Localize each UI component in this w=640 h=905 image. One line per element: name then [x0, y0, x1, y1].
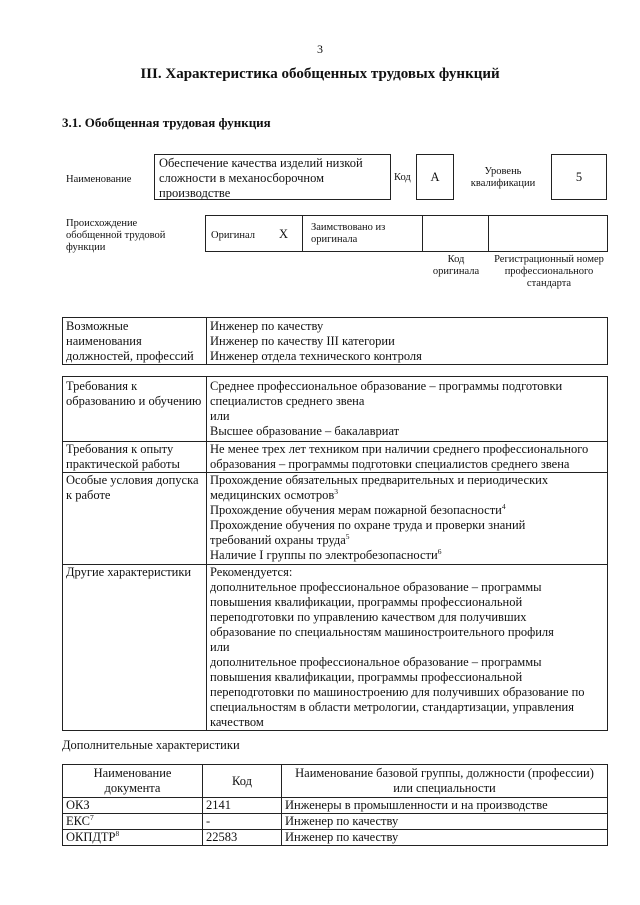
gtf-code-box [416, 154, 454, 200]
gtf-level-label: Уровень квалификации [470, 166, 536, 189]
code-cell: - [203, 814, 282, 830]
other-line: повышения квалификации, программы профессиональной [210, 595, 523, 609]
gtf-code-label: Код [394, 172, 411, 183]
doc-cell: ЕКС$^7$ [63, 814, 203, 830]
header-name: Наименование базовой группы, должности (профессии) или специальности [282, 765, 608, 798]
other-line: дополнительное профессиональное образование – программы [210, 655, 542, 669]
origin-borrowed-label: Заимствовано из оригинала [311, 222, 386, 245]
gtf-name-label: Наименование [66, 174, 132, 185]
name-cell: Инженер по качеству [282, 814, 608, 830]
position-item: Инженер по качеству [210, 319, 324, 333]
footnote-ref: 7 [90, 812, 94, 822]
other-line: специальностям в области метрологии, стандартизации, управления [210, 700, 574, 714]
origin-original-label: Оригинал [211, 230, 255, 241]
origin-label: Происхождение обобщенной трудовой функции [66, 218, 166, 253]
conditions-label: Особые условия допуска к работе [63, 473, 207, 565]
other-line: повышения квалификации, программы профессиональной [210, 670, 523, 684]
footnote-ref: 8 [115, 828, 120, 838]
header-doc: Наименование документа [63, 765, 203, 798]
other-line: качеством [210, 715, 264, 729]
position-item: Инженер по качеству III категории [210, 334, 395, 348]
footnote-ref: 3 [334, 486, 338, 496]
conditions-values [207, 473, 608, 565]
other-line: переподготовки по машиностроению для получивших образование по [210, 685, 585, 699]
table-row [63, 798, 608, 814]
origin-original-mark: X [279, 227, 289, 241]
subsection-title: 3.1. Обобщенная трудовая функция [62, 115, 271, 130]
footnote-ref: 5 [345, 531, 350, 541]
table-row [63, 830, 608, 846]
origin-code-original-label: Код оригинала [432, 254, 480, 277]
table-row [63, 565, 608, 731]
table-row [63, 442, 608, 473]
condition-line: Наличие I группы по электробезопасности$^6$ [210, 546, 442, 562]
positions-label-line: Возможные [66, 319, 129, 333]
condition-line: медицинских осмотров$^3$ [210, 486, 338, 502]
table-row [63, 765, 608, 798]
section-title: III. Характеристика обобщенных трудовых функций [140, 66, 500, 82]
name-cell: Инженер по качеству [282, 830, 608, 846]
other-line: Рекомендуется: [210, 565, 293, 579]
other-line: дополнительное профессиональное образование – программы [210, 580, 542, 594]
experience-line: Не менее трех лет техником при наличии среднего профессионального [210, 442, 589, 456]
education-line: Среднее профессиональное образование – программы подготовки [210, 379, 563, 393]
other-line: или [210, 640, 230, 654]
education-line: Высшее образование – бакалавриат [210, 424, 400, 438]
gtf-name-value: Обеспечение качества изделий низкой сложности в механосборочном производстве [159, 156, 363, 200]
positions-values-cell [207, 318, 608, 365]
header-code: Код [203, 765, 282, 798]
experience-values [207, 442, 608, 473]
condition-line: Прохождение обучения по охране труда и проверки знаний [210, 518, 526, 532]
name-cell: Инженеры в промышленности и на производстве [282, 798, 608, 814]
education-line: или [210, 409, 230, 423]
origin-divider-2 [422, 215, 423, 252]
condition-line: Прохождение обучения мерам пожарной безопасности$^4$ [210, 501, 506, 517]
code-cell: 2141 [203, 798, 282, 814]
position-item: Инженер отдела технического контроля [210, 349, 422, 363]
table-row [63, 377, 608, 442]
gtf-level-value: 5 [575, 170, 583, 184]
condition-line: требований охраны труда$^5$ [210, 531, 350, 547]
gtf-level-box [551, 154, 607, 200]
education-line: специалистов среднего звена [210, 394, 365, 408]
footnote-ref: 4 [501, 501, 506, 511]
other-line: переподготовки по управлению качеством для получивших [210, 610, 527, 624]
table-row [63, 814, 608, 830]
other-line: образование по специальностям машиностроительного профиля [210, 625, 554, 639]
code-cell: 22583 [203, 830, 282, 846]
footnote-ref: 6 [437, 546, 442, 556]
doc-cell: ОКЗ [63, 798, 203, 814]
positions-label-cell [63, 318, 207, 365]
additional-table [62, 764, 608, 846]
additional-title: Дополнительные характеристики [62, 738, 240, 752]
origin-reg-number-label: Регистрационный номер профессионального стандарта [494, 254, 604, 289]
education-values [207, 377, 608, 442]
experience-label: Требования к опыту практической работы [63, 442, 207, 473]
origin-divider-3 [488, 215, 489, 252]
positions-label-line: должностей, профессий [66, 349, 194, 363]
experience-line: образования – программы подготовки специалистов среднего звена [210, 457, 570, 471]
page-number: 3 [317, 42, 323, 56]
other-label: Другие характеристики [63, 565, 207, 731]
table-row [63, 473, 608, 565]
origin-divider-1 [302, 215, 303, 252]
positions-table [62, 317, 608, 365]
condition-line: Прохождение обязательных предварительных и периодических [210, 473, 549, 487]
positions-label-line: наименования [66, 334, 142, 348]
gtf-code-value: А [430, 170, 440, 184]
education-label: Требования к образованию и обучению [63, 377, 207, 442]
other-values [207, 565, 608, 731]
requirements-table [62, 376, 608, 731]
gtf-name-box [154, 154, 391, 200]
doc-cell: ОКПДТР$^8$ [63, 830, 203, 846]
